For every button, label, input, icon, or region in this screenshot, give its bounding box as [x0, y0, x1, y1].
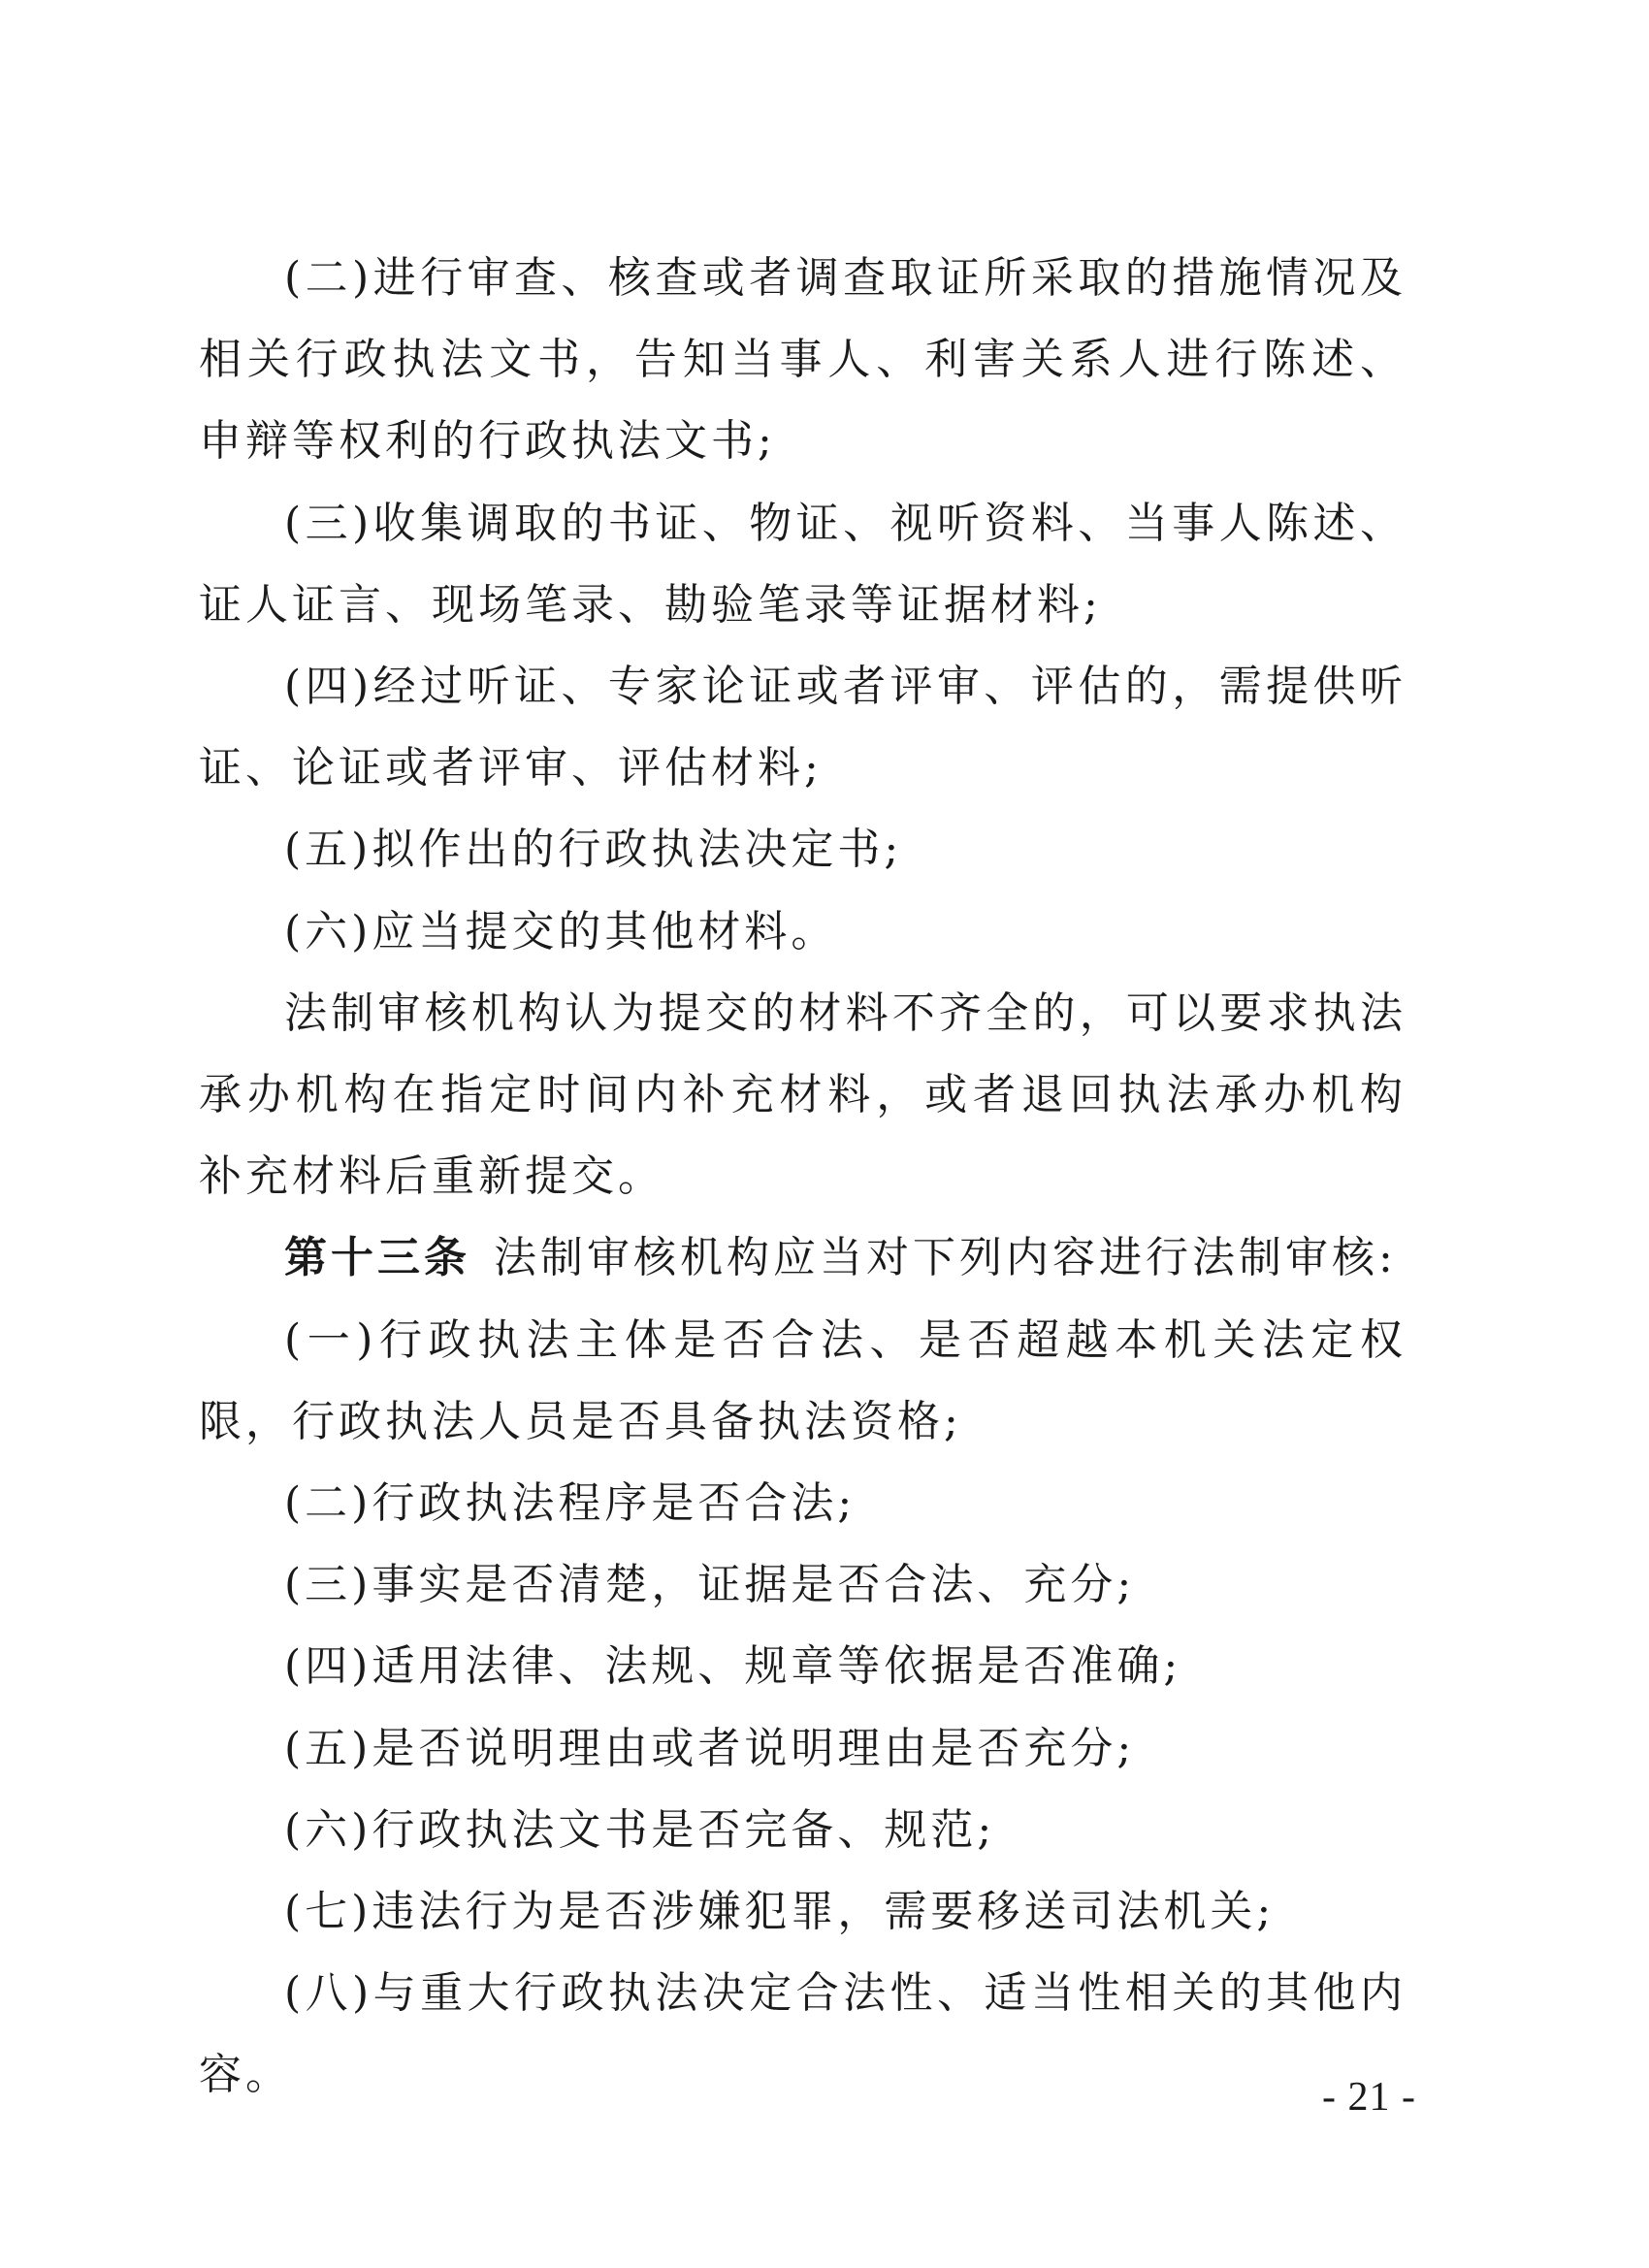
review-item-4-law: (四)适用法律、法规、规章等依据是否准确; — [284, 1641, 1182, 1692]
article-heading: 第十三条 — [284, 1233, 470, 1283]
document-body — [199, 238, 1406, 2117]
list-item-5-decision: (五)拟作出的行政执法决定书; — [284, 825, 903, 875]
review-item-2-procedure: (二)行政执法程序是否合法; — [284, 1478, 857, 1529]
page-number: - 21 - — [1322, 2075, 1416, 2120]
review-item-1-subject: (一)行政执法主体是否合法、是否超越本机关法定权限，行政执法人员是否具备执法资格; — [199, 1314, 1406, 1446]
body-paragraph-supplement: 法制审核机构认为提交的材料不齐全的，可以要求执法承办机构在指定时间内补充材料，或者退回执法承办机构补充材料后重新提交。 — [199, 988, 1406, 1202]
article-13-paragraph — [199, 1217, 1406, 1299]
review-item-7-crime: (七)违法行为是否涉嫌犯罪，需要移送司法机关; — [284, 1887, 1276, 1937]
review-item-3-facts: (三)事实是否清楚，证据是否合法、充分; — [284, 1560, 1136, 1610]
review-item-8-other: (八)与重大行政执法决定合法性、适当性相关的其他内容。 — [199, 1968, 1406, 2100]
article-text: 法制审核机构应当对下列内容进行法制审核: — [494, 1233, 1397, 1283]
list-item-4-hearing: (四)经过听证、专家论证或者评审、评估的，需提供听证、论证或者评审、评估材料; — [199, 662, 1406, 794]
list-item-3-evidence: (三)收集调取的书证、物证、视听资料、当事人陈述、证人证言、现场笔录、勘验笔录等证据材料; — [199, 498, 1406, 630]
review-item-5-reasons: (五)是否说明理由或者说明理由是否充分; — [284, 1723, 1136, 1773]
list-item-6-other: (六)应当提交的其他材料。 — [284, 906, 838, 956]
review-item-6-documents: (六)行政执法文书是否完备、规范; — [284, 1804, 996, 1855]
list-item-2-measures: (二)进行审查、核查或者调查取证所采取的措施情况及相关行政执法文书，告知当事人、利害关系人进行陈述、申辩等权利的行政执法文书; — [199, 253, 1406, 467]
